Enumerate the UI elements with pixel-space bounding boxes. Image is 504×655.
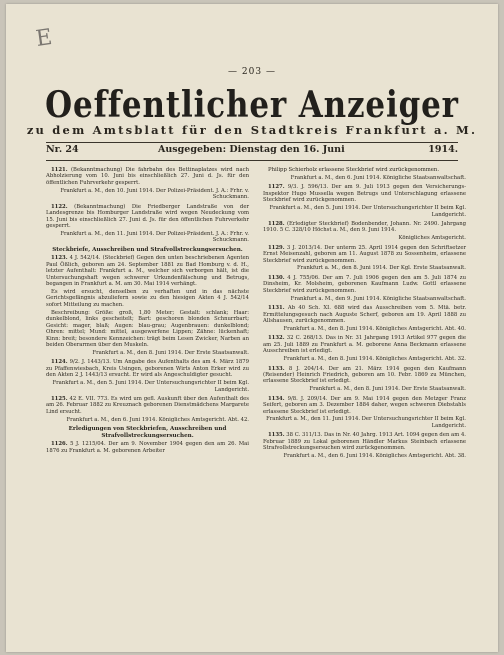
notice-number: 1133. [268,365,285,372]
notice-number: 1130. [268,274,285,281]
notice-text: 32 C. 268/13. Das in Nr. 31 Jahrgang 1913 Artikel 977 gegen die am 25. Juli 1889 zu Frankfurt a. M. geborene Anna Beckmann erlassene Ausschreiben ist erledigt. [263,335,466,355]
notice-number: 1129. [268,244,285,251]
notice-number: 1134. [268,395,285,402]
notice-number: 1135. [268,432,285,439]
notice-signature [263,265,466,271]
notice-text: Frankfurt a. M., den 8. Juni 1914. Königliches Amtsgericht. Abt. 32. [283,356,466,363]
notice-number: 1125. [51,395,68,402]
notice-signature [263,386,466,392]
notice-text: Frankfurt a. M., den 8. Juni 1914. Der Erste Staatsanwalt. [92,349,249,356]
notice-text: 9/3. J. 596/13. Der am 9. Juli 1913 gegen den Versicherungs-Inspektor Hugo Mussella wegen Betrugs und Unterschlagung erlassene Steckbrief wird zurückgenommen. [263,184,466,204]
notice-paragraph [263,335,466,354]
notice-signature [46,231,249,244]
notice-text: Frankfurt a. M., den 9. Juni 1914. Königliche Staatsanwaltschaft. [290,295,466,302]
notice-text: 3 J. 2013/14. Der unterm 25. April 1914 gegen den Schriftsetzer Ernst Meisenzahl, geboren am 11. August 1878 zu Sossenheim, erlassene Steckbrief wird zurückgenommen. [263,244,467,264]
notice-signature [263,416,466,429]
notice-paragraph [46,359,249,378]
notice-signature [263,453,466,459]
notice-number: 1126. [51,441,68,448]
right-column [263,167,466,647]
page-number: — 203 — [228,67,276,77]
notice-text: Frankfurt a. M., den 5. Juni 1914. Der Untersuchungsrichter II beim Kgl. Landgericht. [269,205,466,218]
notice-signature [46,350,249,356]
notice-paragraph [263,184,466,203]
notice-signature [263,296,466,302]
notice-text: 5 J. 1215/04. Der am 9. November 1904 gegen den am 26. Mai 1876 zu Frankfurt a. M. geborenen Arbeiter [46,441,249,454]
notice-text: 38 C. 311/13. Das in Nr. 40 Jahrg. 1913 Art. 1094 gegen den am 4. Februar 1889 zu Lokal geborenen Händler Markus Steinbach erlassene Strafvollstreckungsersuchen wird zurückgenommen. [263,432,466,452]
notice-text: Frankfurt a. M., den 10. Juni 1914. Der Polizei-Präsident. J. A.: Frhr. v. Schuckmann. [60,187,249,201]
text-columns [46,167,466,647]
notice-paragraph [263,245,466,264]
notice-paragraph [46,167,249,186]
notice-number: 1127. [268,184,285,191]
notice-number: 1132. [268,335,285,342]
notice-text: (Bekanntmachung) Die fahrbahn des Bettinaplatzes wird nach Abholzierung vom 10. Juni bis einschließlich 27. Juni d. Js. für den öffentlichen Fuhrverkehr gesperrt. [46,167,249,186]
notice-text: 4 J. 542/14. (Steckbrief) Gegen den unten beschriebenen Agenten Paul Ößlich, geboren am 24. September 1881 zu Bad Homburg v. d. H., letzter Aufenthalt: Frankfurt a. M., welcher sich verborgen hält, ist die Untersuchungshaft wegen schwerer Urkundenfälschung und Betrugs, begangen in Frankfurt a. M. am 30. Mai 1914 verhängt. [46,255,250,288]
notice-number: 1123. [51,255,68,262]
notice-text: (Erledigter Steckbrief) Bodenbender, Johann. Nr. 2490. Jahrgang 1910. 5 C. 328/10 Höchst a. M., den 9. Juni 1914. [263,220,466,234]
notice-text: 8 J. 204/14. Der am 21. März 1914 gegen den Kaufmann (Reisender) Heinrich Friedrich, geboren am 10. Febr. 1869 zu München, erlassene Steckbrief ist erledigt. [263,365,466,385]
notice-text: Beschreibung: Größe: groß, 1,80 Meter; Gestalt: schlank; Haar: dunkelblond, links gescheitelt; Bart: geschoren blonden Schnurrbart; Gesicht: mager, blaß; Augen: blau-grau; Augenbrauen: dunkelblond; Ohren: mittel; Mund: mittel, ausgewerfene Lippen; Zähne: lückenhaft; Kinn: breit; besondere Kennzeichen: trägt beim Lesen Zwicker, Narben an beiden Oberarmen über den Muskeln. [46,309,249,349]
notice-text: Frankfurt a. M., den 8. Juni 1914. Der Kgl. Erste Staatsanwalt. [297,265,466,272]
notice-text: Frankfurt a. M., den 6. Juni 1914. Königliche Staatsanwaltschaft. [290,174,466,181]
header-rule-top [46,142,458,143]
notice-signature [46,188,249,201]
notice-paragraph [46,289,249,308]
notice-text: Frankfurt a. M., den 8. Juni 1914. Königliches Amtsgericht. Abt. 40. [283,325,466,332]
notice-text: Ab 40 Sch. XI. 688 wird das Ausschreiben vom 5. Mtä. betr. Ermittelungsgesuch nach Auguste Scherf, geboren am 19. April 1888 zu Allshausen, zurückgenommen. [263,305,467,325]
notice-paragraph [46,441,249,454]
notice-number: 1124. [51,359,68,366]
notice-paragraph [263,305,466,324]
notice-text: 4 J. 755/06. Der am 7. Juli 1906 gegen den am 5. Juli 1874 zu Dinsheim, Kr. Molsheim, geborenen Kaufmann Ludw. Gottl erlassene Steckbrief wird zurückgenommen. [263,274,466,294]
notice-text: 42 E. VII. 773. Es wird um gefl. Auskunft über den Aufenthalt des am 26. Februar 1882 zu Kreuznach geborenen Dienstmädchens Margarete Lind ersucht. [46,395,249,415]
notice-paragraph [46,310,249,349]
notice-paragraph [263,275,466,294]
notice-number: 1128. [268,220,285,227]
notice-number: 1131. [268,305,285,312]
notice-text: Frankfurt a. M., den 5. Juni 1914. Der Untersuchungsrichter II beim Kgl. Landgericht. [52,380,249,393]
notice-signature [263,235,466,241]
notice-text: 9/2. J. 1443/13. Um Angabe des Aufenthalts des am 4. März 1879 zu Pfaffenwiesbach, Kreis Usingen, geborenen Wirts Anton Erker wird zu den Akten 2 J. 1443/13 ersucht. Er wird als Angeschuldigter gesucht. [46,359,250,379]
header-rule-bottom [46,160,458,161]
notice-signature [46,380,249,393]
notice-text: (Bekanntmachung) Die Friedberger Landstraße von der Landesgrenze bis Homburger Landstraße wird wegen Neudeckung vom 15. Juni bis einschließlich 27. Juni d. Js. für den öffentlichen Fuhrverkehr gesperrt. [46,203,249,230]
notice-number: 1122. [51,203,68,210]
notice-text: 9/8. J. 209/14. Der am 9. Mai 1914 gegen den Metzger Franz Seifert, geboren am 3. Dezember 1884 daher, wegen schweren Diebstahls erlassene Steckbrief ist erledigt. [263,395,466,415]
notice-text: Frankfurt a. M., den 11. Juni 1914. Der Polizei-Präsident. J. A.: Frhr. v. Schuckmann. [60,230,249,244]
notice-paragraph [263,366,466,385]
notice-paragraph [46,255,249,287]
notice-text: Frankfurt a. M., den 6. Juni 1914. Königliches Amtsgericht. Abt. 42. [66,416,249,423]
notice-signature [263,175,466,181]
issue-number: Nr. 24 [46,144,79,155]
notice-signature [263,356,466,362]
pencil-annotation: E [34,25,54,52]
issue-date: Ausgegeben: Dienstag den 16. Juni [158,144,345,155]
gazette-page [6,4,498,652]
left-column [46,167,249,647]
notice-paragraph [263,396,466,415]
notice-text: Philipp Schierholz erlassene Steckbrief wird zurückgenommen. [268,167,440,173]
notice-signature [263,205,466,218]
notice-paragraph [263,221,466,234]
notice-text: Es wird ersucht, denselben zu verhaften und in das nächste Gerichtsgefängnis abzuliefern sowie zu den hiesigen Akten 4 J. 542/14 sofort Mitteilung zu machen. [46,289,249,308]
notice-text: Frankfurt a. M., den 8. Juni 1914. Der Erste Staatsanwalt. [309,386,466,393]
page-subtitle: zu dem Amtsblatt für den Stadtkreis Frankfurt a. M. [26,123,478,137]
issue-line [46,144,458,158]
notice-paragraph [46,396,249,415]
notice-text: Königliches Amtsgericht. [398,235,466,242]
notice-text: Frankfurt a. M., den 11. Juni 1914. Der Untersuchungsrichter II beim Kgl. Landgericht. [266,416,466,429]
notice-signature [263,326,466,332]
notice-signature [46,417,249,423]
notice-text: Frankfurt a. M., den 6. Juni 1914. Königliches Amtsgericht. Abt. 38. [283,453,466,460]
notice-number: 1121. [51,167,68,173]
section-heading: Erledigungen von Steckbriefen, Ausschreiben und Strafvollstreckungsersuchen. [68,426,227,439]
section-heading: Steckbriefe, Ausschreiben und Strafvollstreckungsersuchen. [52,246,243,253]
notice-paragraph [263,432,466,451]
notice-paragraph [263,167,466,173]
page-title: Oeffentlicher Anzeiger [45,84,459,126]
issue-year: 1914. [428,144,458,155]
notice-paragraph [46,204,249,230]
